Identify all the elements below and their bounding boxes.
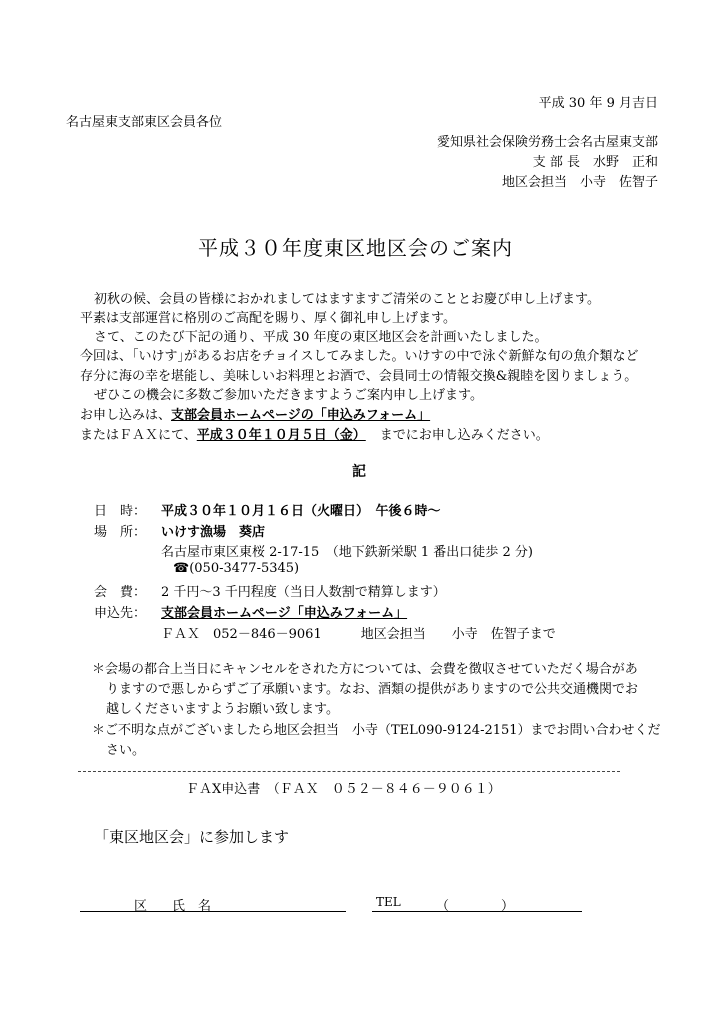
body-line-8 [80,424,549,443]
homepage-form-link[interactable]: 支部会員ホームページの「申込みフォーム」 [171,408,431,423]
ki-heading: 記 [352,464,366,480]
apply-label: 申込先： [94,606,147,621]
body-line-6: ぜひこの機会に多数ご参加いただきますようご案内申し上げます。 [94,388,483,403]
note-1-line-2: りますので悪しからずご了承願います。なお、酒類の提供がありますので公共交通機関でお [106,682,638,697]
body-line-1: 初秋の候、会員の皆様におかれましてはますますご清栄のこととお慶び申し上げます。 [94,292,600,307]
place-tel: (050-3477-5345) [189,561,300,576]
fax-contact-line: ＦＡＸ 052－846－9061 地区会担当 小寺 佐智子まで [161,627,556,642]
body-line-3: さて、このたび下記の通り、平成 30 年度の東区地区会を計画いたしました。 [94,330,548,345]
join-statement: 「東区地区会」に参加します [94,828,290,846]
addressee: 名古屋東支部東区会員各位 [66,115,223,130]
note-2-line-1: ＊ご不明な点がございましたら地区会担当 小寺（TEL090-9124-2151）までお問い合わせくだ [92,723,661,738]
sender-contact: 地区会担当 小寺 佐智子 [501,175,658,190]
note-1-line-3: 越しくださいますようお願い致します。 [106,702,339,717]
body-line-7 [80,404,430,423]
body-line-5: 存分に海の幸を堪能し、美味しいお料理とお酒で、会員同士の情報交換&親睦を図りましょう。 [80,369,638,384]
name-underline[interactable] [80,911,346,912]
fax-form-header: ＦＡX申込書 （ＦＡＸ ０５２－８４６－９０６１） [186,782,501,797]
deadline-date: 平成３０年１０月５日（金） [196,428,366,443]
cut-line [78,771,620,772]
ward-label: 区 [134,899,148,914]
apply-intro: お申し込みは、 [80,408,172,423]
fee-label: 会 費： [94,585,147,600]
tel-underline[interactable] [372,911,582,912]
sender-chief: 支 部 長 水野 正和 [532,155,658,170]
body-line-4: 今回は、｢いけす｣があるお店をチョイスしてみました。いけすの中で泳ぐ新鮮な旬の魚介類など [80,349,639,364]
phone-icon: ☎ [173,561,190,576]
place-tel-row [173,561,299,576]
document-date: 平成 30 年 9 月吉日 [538,96,658,111]
tel-label: TEL [376,895,401,909]
date-value: 平成３０年１０月１６日（火曜日） 午後６時～ [161,504,441,519]
date-label: 日 時： [94,504,147,519]
apply-value[interactable]: 支部会員ホームページ「申込みフォーム」 [161,606,408,621]
deadline-suffix: までにお申し込みください。 [379,428,549,443]
place-address: 名古屋市東区東桜 2-17-15 （地下鉄新栄駅 1 番出口徒歩 2 分) [161,545,533,560]
sender-org: 愛知県社会保険労務士会名古屋東支部 [436,135,658,150]
name-label: 氏 名 [172,899,212,914]
tel-parentheses: （ ） [436,899,515,914]
place-name: いけす漁場 葵店 [161,525,266,540]
document-title: 平成３０年度東区地区会のご案内 [198,236,513,260]
note-2-line-2: さい。 [106,743,146,758]
body-line-2: 平素は支部運営に格別のご高配を賜り、厚く御礼申し上げます。 [80,311,456,326]
note-1-line-1: ＊会場の都合上当日にキャンセルをされた方については、会費を徴収させていただく場合があ [92,662,638,677]
fee-value: 2 千円～3 千円程度（当日人数割で精算します） [161,585,446,600]
fax-intro: またはＦＡＸにて、 [80,428,197,443]
place-label: 場 所： [94,525,147,540]
